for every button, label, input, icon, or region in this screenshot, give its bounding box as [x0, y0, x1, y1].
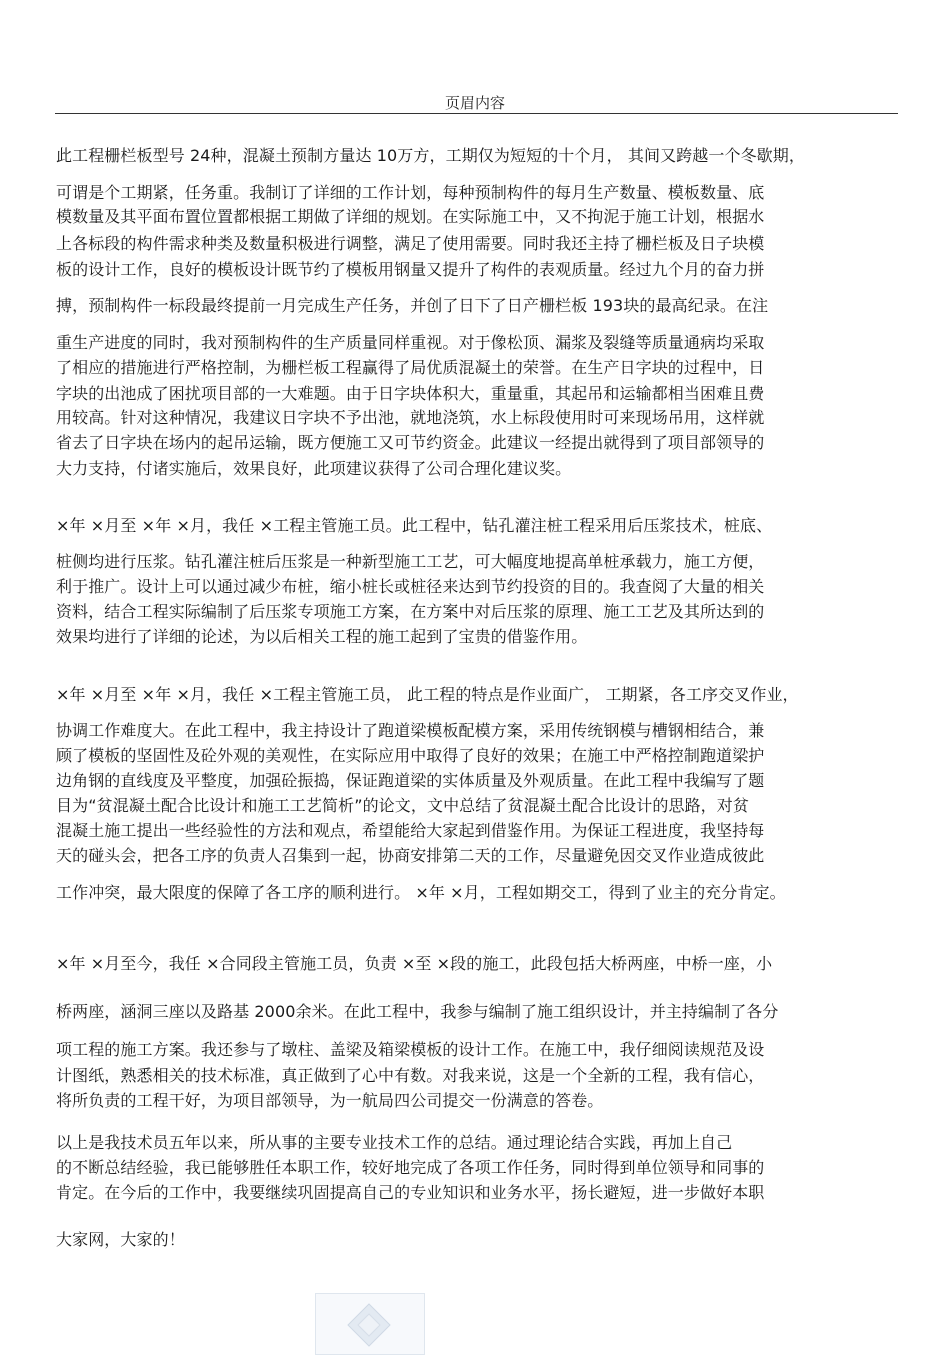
text-line: 了相应的措施进行严格控制，为栅栏板工程赢得了局优质混凝土的荣誉。在生产日字块的过程中，日 — [56, 358, 765, 377]
text-line: 可谓是个工期紧，任务重。我制订了详细的工作计划，每种预制构件的每月生产数量、模板数量、底 — [56, 183, 765, 202]
text-line: 肯定。在今后的工作中，我要继续巩固提高自己的专业知识和业务水平，扬长避短，进一步做好本职 — [56, 1183, 765, 1202]
text-line: 重生产进度的同时，我对预制构件的生产质量同样重视。对于像松顶、漏浆及裂缝等质量通病均采取 — [56, 333, 765, 352]
text-line: 用较高。针对这种情况，我建议日字块不予出池，就地浇筑，水上标段使用时可来现场吊用，这样就 — [56, 408, 765, 427]
text-line: 资料，结合工程实际编制了后压浆专项施工方案，在方案中对后压浆的原理、施工工艺及其所达到的 — [56, 602, 765, 621]
text-line: ×年 ×月至今，我任 ×合同段主管施工员，负责 ×至 ×段的施工，此段包括大桥两座，中桥一座，小 — [56, 954, 773, 973]
text-line: 搏，预制构件一标段最终提前一月完成生产任务，并创了日下了日产栅栏板 193块的最高纪录。在注 — [56, 296, 769, 315]
text-line: 目为“贫混凝土配合比设计和施工工艺简析”的论文，文中总结了贫混凝土配合比设计的思路，对贫 — [56, 796, 749, 815]
text-line: 大家网，大家的！ — [56, 1230, 185, 1249]
text-line: ×年 ×月至 ×年 ×月，我任 ×工程主管施工员， 此工程的特点是作业面广， 工期紧，各工序交叉作业， — [56, 685, 799, 704]
text-line: 模数量及其平面布置位置都根据工期做了详细的规划。在实际施工中，又不拘泥于施工计划，根据水 — [56, 207, 765, 226]
text-line: 协调工作难度大。在此工程中，我主持设计了跑道梁模板配模方案，采用传统钢模与槽钢相结合，兼 — [56, 721, 765, 740]
text-line: 天的碰头会，把各工序的负责人召集到一起，协商安排第二天的工作，尽量避免因交叉作业造成彼此 — [56, 846, 765, 865]
watermark-icon — [346, 1302, 392, 1348]
text-line: 字块的出池成了困扰项目部的一大难题。由于日字块体积大，重量重，其起吊和运输都相当困难且费 — [56, 384, 765, 403]
text-line: 桩侧均进行压浆。钻孔灌注桩后压浆是一种新型施工工艺，可大幅度地提高单桩承载力，施工方便， — [56, 552, 765, 571]
text-line: 顾了模板的坚固性及砼外观的美观性，在实际应用中取得了良好的效果；在施工中严格控制跑道梁护 — [56, 746, 765, 765]
watermark-logo — [315, 1293, 425, 1355]
text-line: 项工程的施工方案。我还参与了墩柱、盖梁及箱梁模板的设计工作。在施工中，我仔细阅读规范及设 — [56, 1040, 765, 1059]
header-rule — [55, 113, 898, 114]
text-line: 边角钢的直线度及平整度，加强砼振捣，保证跑道梁的实体质量及外观质量。在此工程中我编写了题 — [56, 771, 765, 790]
text-line: 工作冲突，最大限度的保障了各工序的顺利进行。 ×年 ×月，工程如期交工，得到了业主的充分肯定。 — [56, 883, 786, 902]
text-line: 省去了日字块在场内的起吊运输，既方便施工又可节约资金。此建议一经提出就得到了项目部领导的 — [56, 433, 765, 452]
text-line: 板的设计工作，良好的模板设计既节约了模板用钢量又提升了构件的表观质量。经过九个月的奋力拼 — [56, 260, 765, 279]
text-line: 上各标段的构件需求种类及数量积极进行调整，满足了使用需要。同时我还主持了栅栏板及日子块模 — [56, 234, 765, 253]
text-line: 效果均进行了详细的论述，为以后相关工程的施工起到了宝贵的借鉴作用。 — [56, 627, 588, 646]
text-line: 桥两座，涵洞三座以及路基 2000余米。在此工程中，我参与编制了施工组织设计，并主持编制了各分 — [56, 1002, 779, 1021]
text-line: 混凝土施工提出一些经验性的方法和观点，希望能给大家起到借鉴作用。为保证工程进度，我坚持每 — [56, 821, 765, 840]
text-line: 大力支持，付诸实施后，效果良好，此项建议获得了公司合理化建议奖。 — [56, 459, 572, 478]
text-line: 利于推广。设计上可以通过减少布桩，缩小桩长或桩径来达到节约投资的目的。我查阅了大量的相关 — [56, 577, 765, 596]
text-line: 此工程栅栏板型号 24种，混凝土预制方量达 10万方，工期仅为短短的十个月， 其间又跨越一个冬歇期， — [56, 146, 805, 165]
text-line: 计图纸，熟悉相关的技术标准，真正做到了心中有数。对我来说，这是一个全新的工程，我有信心， — [56, 1066, 765, 1085]
text-line: ×年 ×月至 ×年 ×月，我任 ×工程主管施工员。此工程中，钻孔灌注桩工程采用后压浆技术，桩底、 — [56, 516, 773, 535]
text-line: 以上是我技术员五年以来，所从事的主要专业技术工作的总结。通过理论结合实践，再加上自己 — [56, 1133, 733, 1152]
text-line: 的不断总结经验，我已能够胜任本职工作，较好地完成了各项工作任务，同时得到单位领导和同事的 — [56, 1158, 765, 1177]
page-header: 页眉内容 — [444, 94, 505, 112]
text-line: 将所负责的工程干好，为项目部领导，为一航局四公司提交一份满意的答卷。 — [56, 1091, 604, 1110]
